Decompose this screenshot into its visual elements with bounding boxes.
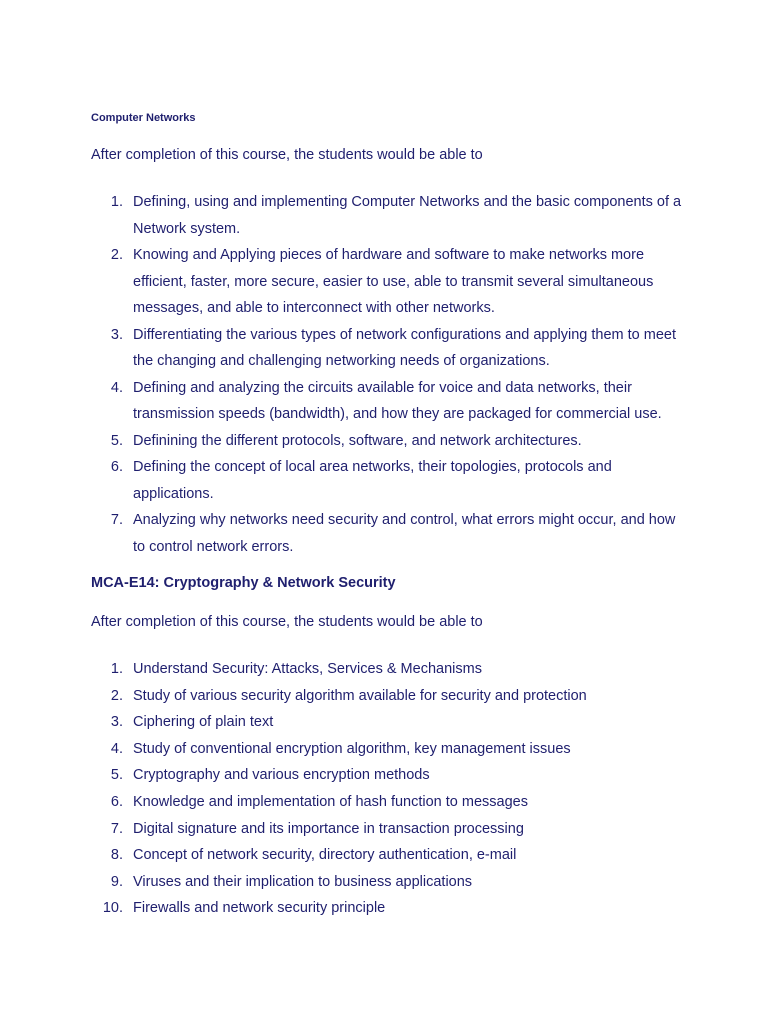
- list-number: 7.: [110, 820, 123, 837]
- list-number: 4.: [110, 379, 123, 396]
- list-text: Defining and analyzing the circuits available for voice and data networks, their transmission speeds (bandwidth), and how they are packaged for commercial use.: [133, 379, 662, 422]
- course-title: Computer Networks: [91, 112, 196, 124]
- list-text: Knowing and Applying pieces of hardware and software to make networks more efficient, faster, more secure, easier to use, able to transmit several simultaneous messages, and able to interconnect with other networks.: [133, 247, 654, 316]
- list-number: 4.: [110, 740, 123, 757]
- list-item: [91, 428, 691, 455]
- list-text: Study of conventional encryption algorithm, key management issues: [133, 740, 571, 757]
- list-number: 3.: [110, 326, 123, 343]
- list-item: [91, 736, 691, 763]
- list-number: 5.: [110, 767, 123, 784]
- list-text: Firewalls and network security principle: [133, 900, 386, 917]
- list-number: 9.: [110, 873, 123, 890]
- list-number: 6.: [110, 793, 123, 810]
- intro-text-1: After completion of this course, the students would be able to: [91, 147, 483, 163]
- list-number: 7.: [110, 512, 123, 528]
- list-number: 10.: [102, 900, 123, 917]
- list-number: 3.: [110, 714, 123, 731]
- list-item: [91, 656, 691, 683]
- list-number: 1.: [110, 194, 123, 210]
- list-item: [91, 189, 691, 242]
- list-text: Understand Security: Attacks, Services & Mechanisms: [133, 661, 482, 677]
- list-item: [91, 842, 691, 869]
- intro-text-2: After completion of this course, the students would be able to: [91, 614, 483, 630]
- list-item: [91, 242, 691, 322]
- list-text: Digital signature and its importance in transaction processing: [133, 820, 524, 837]
- list-text: Viruses and their implication to business applications: [133, 873, 473, 890]
- list-text: Analyzing why networks need security and control, what errors might occur, and how to control network errors.: [133, 512, 676, 555]
- list-item: [91, 895, 691, 922]
- list-number: 8.: [110, 847, 123, 864]
- list-text: Defining the concept of local area networks, their topologies, protocols and applications.: [133, 459, 612, 502]
- list-text: Differentiating the various types of network configurations and applying them to meet the changing and challenging networking needs of organizations.: [133, 326, 676, 369]
- list-item: [91, 375, 691, 428]
- list-item: [91, 683, 691, 710]
- list-text: Concept of network security, directory authentication, e-mail: [133, 847, 517, 864]
- list-number: 6.: [110, 459, 123, 475]
- section-heading: MCA-E14: Cryptography & Network Security: [91, 575, 396, 591]
- list-item: [91, 322, 691, 375]
- list-item: [91, 507, 691, 560]
- outcomes-list-2: [91, 656, 691, 922]
- list-number: 2.: [110, 687, 123, 704]
- list-text: Study of various security algorithm available for security and protection: [133, 687, 587, 704]
- list-text: Cryptography and various encryption methods: [133, 767, 430, 784]
- list-item: [91, 816, 691, 843]
- list-text: Definining the different protocols, software, and network architectures.: [133, 432, 582, 449]
- outcomes-list-1: [91, 189, 691, 560]
- list-text: Knowledge and implementation of hash function to messages: [133, 793, 528, 810]
- list-number: 1.: [110, 661, 123, 677]
- list-number: 5.: [110, 432, 123, 449]
- list-number: 2.: [110, 247, 123, 263]
- list-item: [91, 869, 691, 896]
- list-item: [91, 709, 691, 736]
- list-text: Defining, using and implementing Computer Networks and the basic components of a Network system.: [133, 194, 682, 237]
- list-item: [91, 762, 691, 789]
- list-text: Ciphering of plain text: [133, 714, 274, 731]
- list-item: [91, 454, 691, 507]
- list-item: [91, 789, 691, 816]
